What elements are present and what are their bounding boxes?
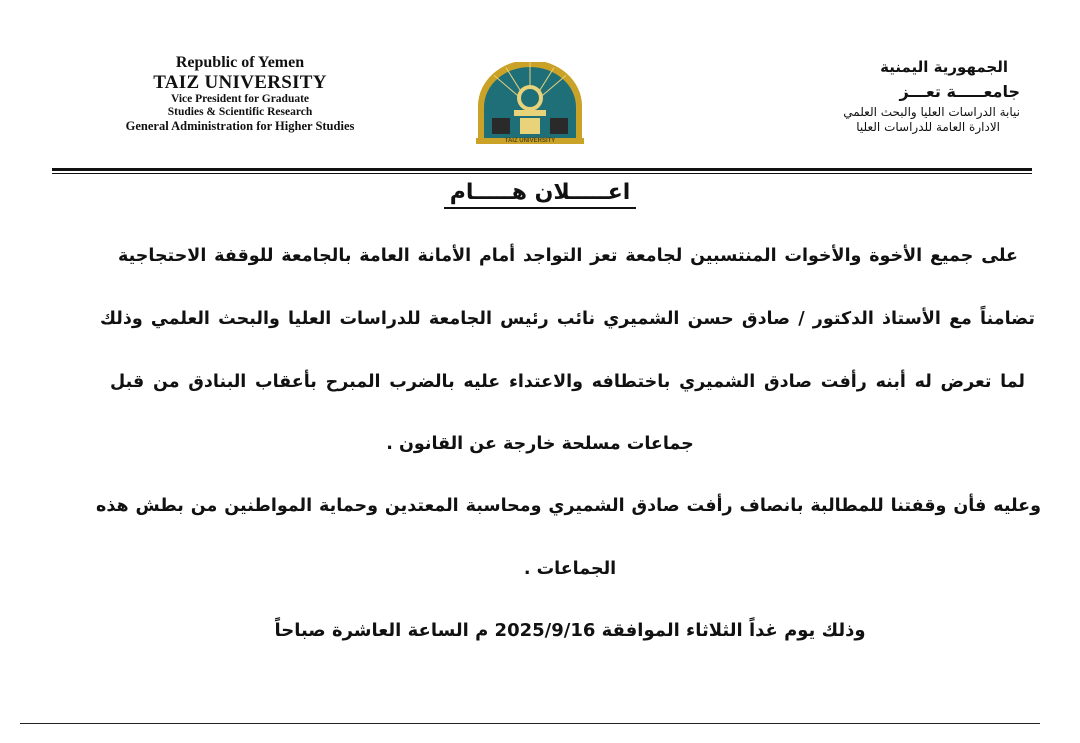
announcement-title-text: اعـــــلان هـــــام [444, 180, 637, 209]
announcement-line-2: تضامناً مع الأستاذ الدكتور / صادق حسن الشميري نائب رئيس الجامعة للدراسات العليا والبحث العلمي وذلك [100, 309, 1035, 329]
header-administration-ar: الادارة العامة للدراسات العليا [856, 119, 1000, 134]
header-office-en-2: Studies & Scientific Research [167, 106, 313, 119]
announcement-line-1: على جميع الأخوة والأخوات المنتسبين لجامعة تعز التواجد أمام الأمانة العامة بالجامعة للوقفة الاحتجاجية [118, 246, 1018, 266]
header-university-ar: جامعـــــة تعـــز [899, 82, 1020, 101]
header-english [100, 54, 380, 133]
announcement-date-line: وذلك يوم غداً الثلاثاء الموافقة 2025/9/16 م الساعة العاشرة صباحاً [274, 620, 866, 641]
header-divider-thick [52, 168, 1032, 171]
header-office-ar: نيابة الدراسات العليا والبحث العلمي [843, 105, 1020, 120]
announcement-line-3: لما تعرض له أبنه رأفت صادق الشميري باختطافه والاعتداء عليه بالضرب المبرح بأعقاب البنادق من قبل [110, 372, 1025, 392]
logo-caption: TAIZ UNIVERSITY [504, 138, 556, 144]
header-office-en-1: Vice President for Graduate [170, 93, 310, 106]
header-country-ar: الجمهورية اليمنية [880, 58, 1008, 76]
announcement-line-4: جماعات مسلحة خارجة عن القانون . [386, 434, 694, 454]
university-seal-icon [470, 62, 590, 150]
announcement-line-6: الجماعات . [523, 559, 617, 579]
announcement-title [0, 180, 1080, 205]
header-university-en: TAIZ UNIVERSITY [153, 71, 327, 93]
header-administration-en: General Administration for Higher Studies [125, 118, 355, 133]
announcement-line-5: وعليه فأن وقفتنا للمطالبة بانصاف رأفت صادق الشميري ومحاسبة المعتدين وحماية المواطنين من بطش هذه [96, 496, 1041, 516]
header-divider-thin [52, 173, 1032, 174]
header-country-en: Republic of Yemen [175, 54, 305, 71]
header-arabic [770, 58, 1020, 134]
footer-divider [20, 723, 1040, 724]
